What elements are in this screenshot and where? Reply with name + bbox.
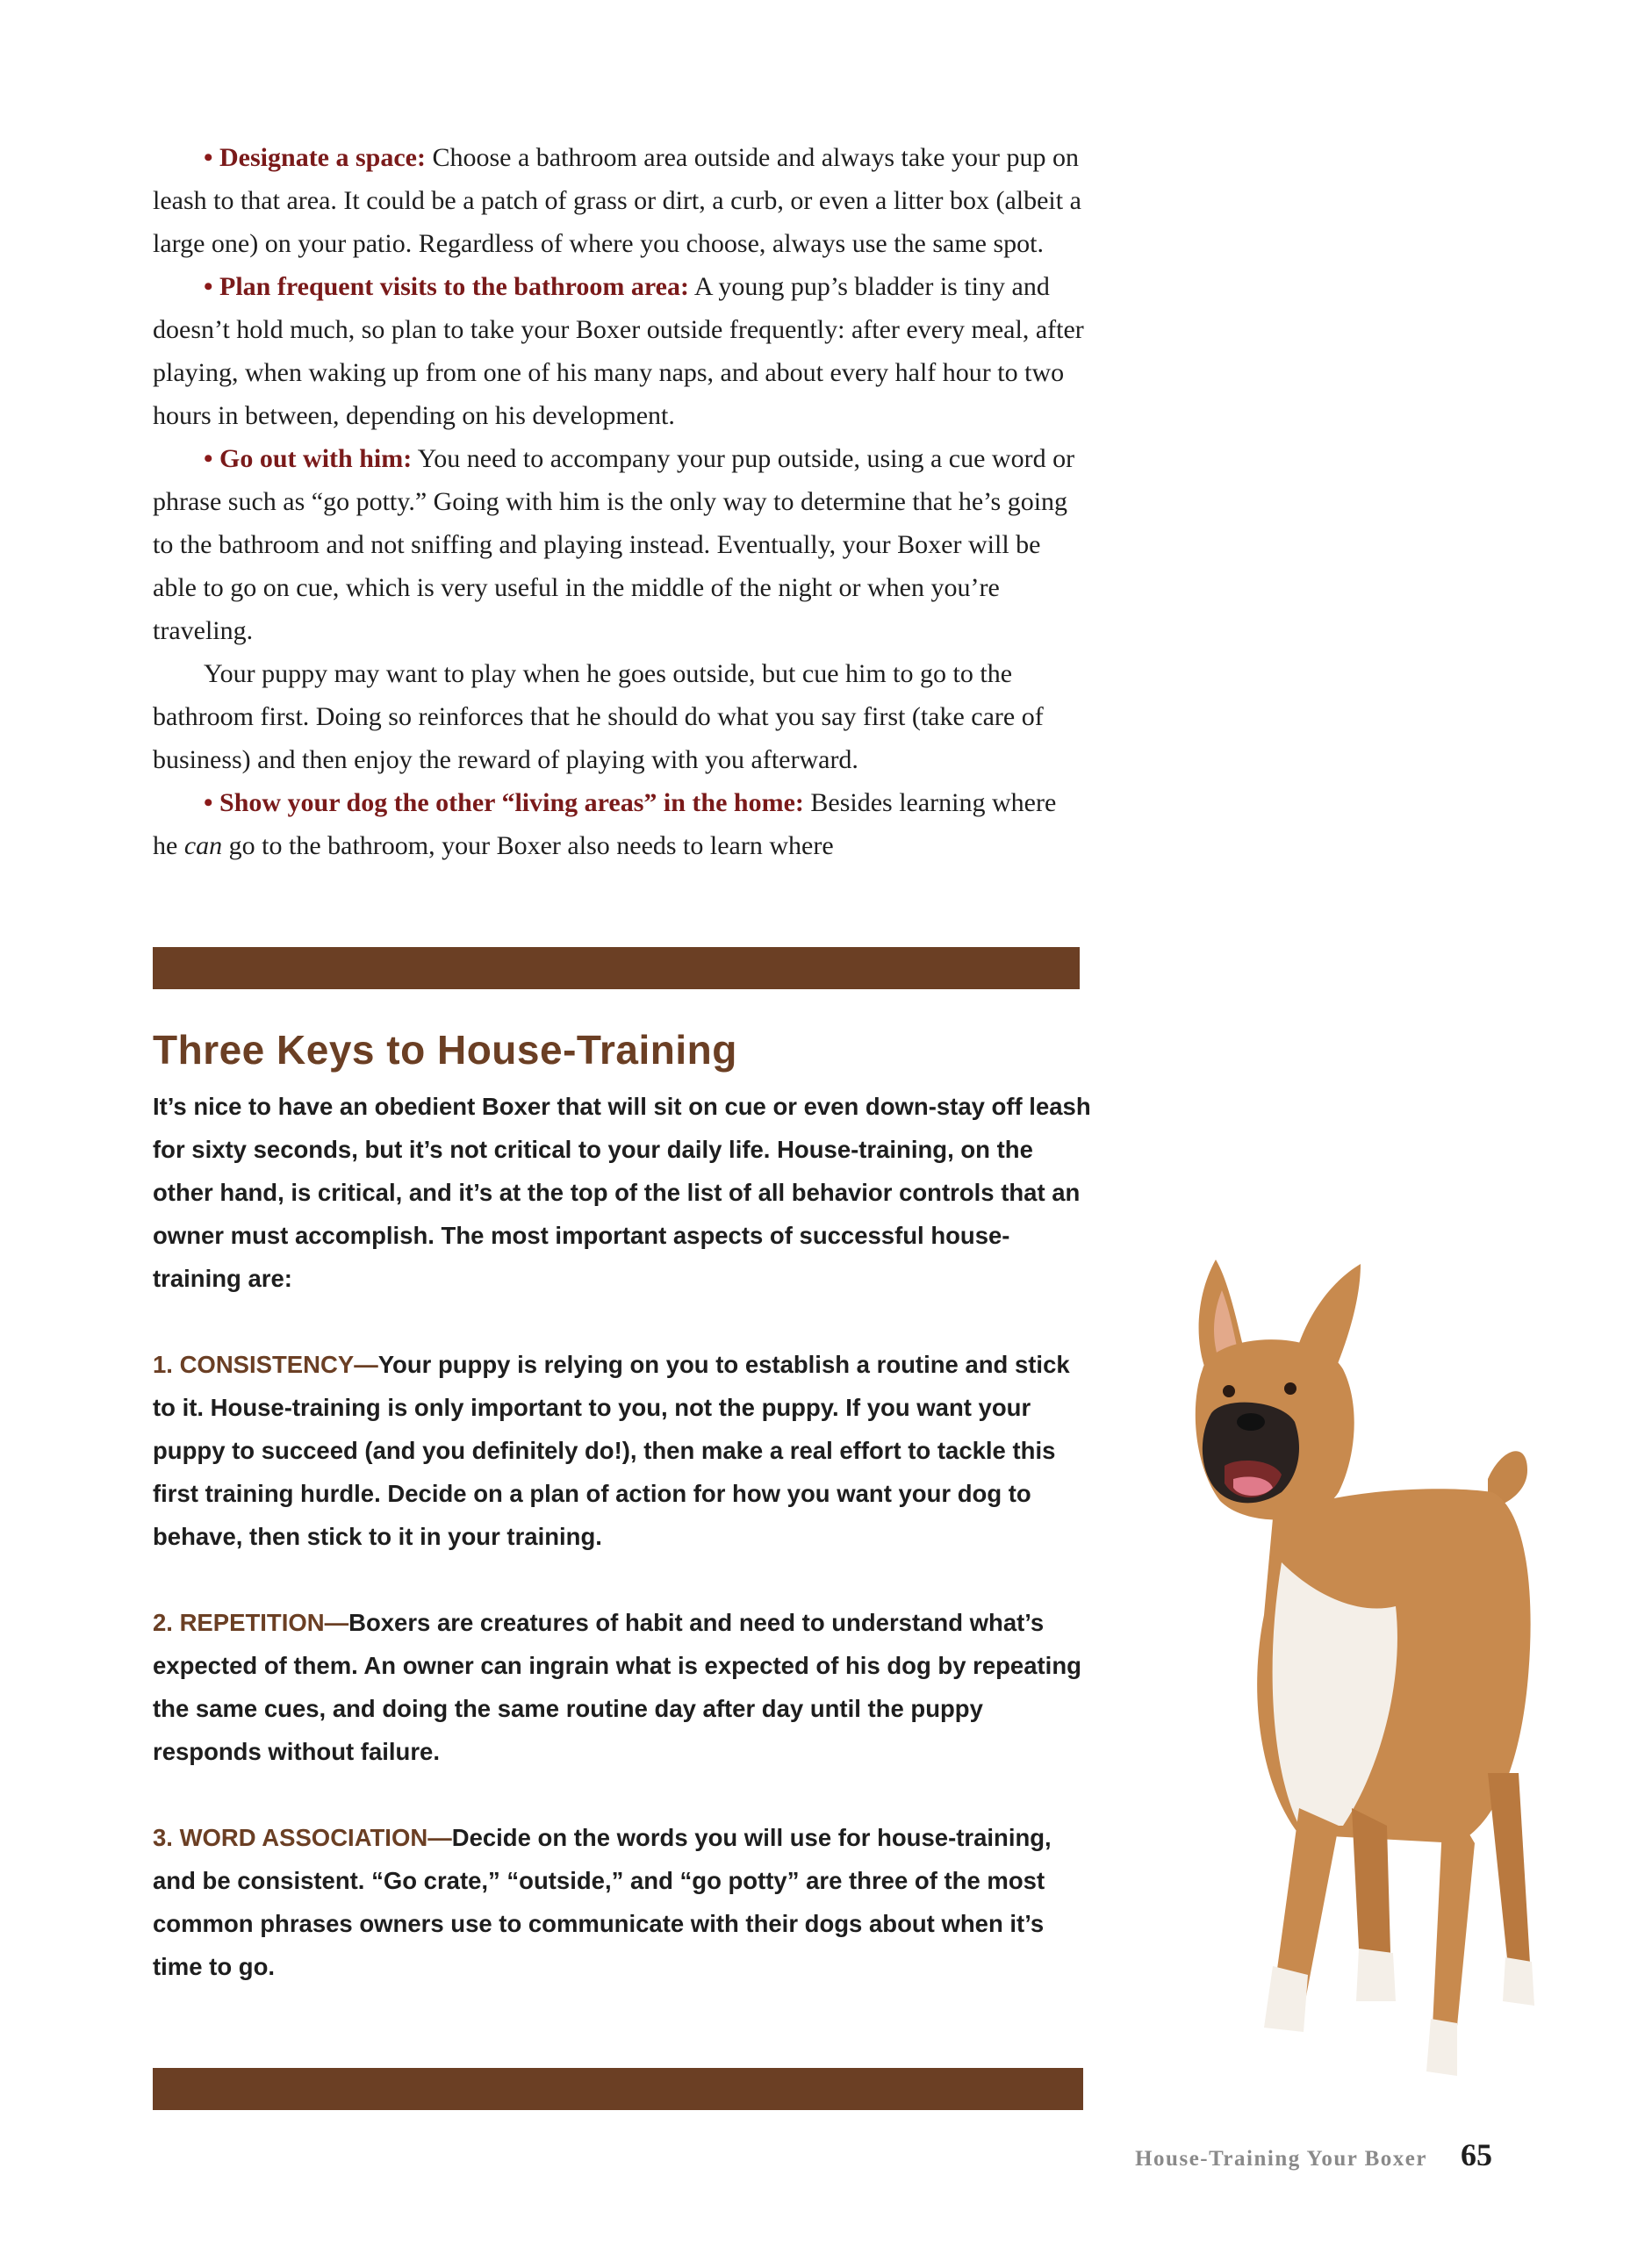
sidebar-key-consistency bbox=[153, 1343, 1092, 1558]
sidebar-top-bar bbox=[153, 947, 1080, 989]
sidebar-title: Three Keys to House-Training bbox=[153, 1027, 737, 1073]
sidebar-intro: It’s nice to have an obedient Boxer that will sit on cue or even down-stay off leash for sixty seconds, but it’s not critical to your daily life. House-training, on the other hand, is critical, and it’s at the top of the list of all behavior controls that an owner must accomplish. The most important aspects of successful house-training are: bbox=[153, 1093, 1091, 1292]
body-text bbox=[153, 136, 1085, 867]
paragraph-text: A young pup’s bladder is tiny and doesn’t hold much, so plan to take your Boxer outside frequently: after every meal, after playing, when waking up from one of his many naps, and about every half hour to two hours in between, depending on his development. bbox=[153, 272, 1084, 430]
paragraph-go-out bbox=[153, 437, 1085, 652]
paragraph-text: Choose a bathroom area outside and always take your pup on leash to that area. It could be a patch of grass or dirt, a curb, or even a litter box (albeit a large one) on your patio. Regardless of where you choose, always use the same spot. bbox=[153, 143, 1081, 258]
paragraph-living-areas bbox=[153, 781, 1085, 867]
footer-section-title: House-Training Your Boxer bbox=[1135, 2147, 1427, 2171]
bullet-icon: • bbox=[204, 788, 213, 817]
lead-plan: Plan frequent visits to the bathroom area: bbox=[219, 272, 689, 301]
key-text: Your puppy is relying on you to establish a routine and stick to it. House-training is only important to you, not the puppy. If you want your puppy to succeed (and you definitely do!), then make a real effort to tackle this first training hurdle. Decide on a plan of action for how you want your dog to behave, then stick to it in your training. bbox=[153, 1351, 1070, 1550]
boxer-dog-photo bbox=[1141, 1229, 1562, 2089]
sidebar-key-word-association bbox=[153, 1816, 1092, 1988]
paragraph-text: Your puppy may want to play when he goes outside, but cue him to go to the bathroom first. Doing so reinforces that he should do what you say first (take care of business) and then enjoy the reward of playing with you afterward. bbox=[153, 659, 1044, 774]
page-footer bbox=[1135, 2136, 1492, 2173]
key-text: Boxers are creatures of habit and need to understand what’s expected of them. An owner can ingrain what is expected of his dog by repeating the same cues, and doing the same routine day after day until the puppy responds without failure. bbox=[153, 1609, 1081, 1765]
sidebar-box bbox=[153, 1025, 1092, 1988]
lead-designate: Designate a space: bbox=[219, 143, 426, 172]
key-text: Decide on the words you will use for house-training, and be consistent. “Go crate,” “outside,” and “go potty” are three of the most common phrases owners use to communicate with their dogs about when it’s time to go. bbox=[153, 1824, 1052, 1980]
bullet-icon: • bbox=[204, 444, 213, 473]
paragraph-designate bbox=[153, 136, 1085, 265]
sidebar-key-repetition bbox=[153, 1601, 1092, 1773]
bullet-icon: • bbox=[204, 143, 213, 172]
paragraph-text: Besides learning where he bbox=[153, 788, 1057, 860]
page-number: 65 bbox=[1461, 2137, 1492, 2172]
paragraph-text: You need to accompany your pup outside, using a cue word or phrase such as “go potty.” Going with him is the only way to determine that he’s going to the bathroom and not sniffing and playing instead. Eventually, your Boxer will be able to go on cue, which is very useful in the middle of the night or when you’re traveling. bbox=[153, 444, 1075, 645]
paragraph-plan bbox=[153, 265, 1085, 437]
sidebar-bottom-bar bbox=[153, 2068, 1083, 2110]
key-label: 2. REPETITION— bbox=[153, 1609, 349, 1636]
paragraph-play bbox=[153, 652, 1085, 781]
paragraph-text: go to the bathroom, your Boxer also needs to learn where bbox=[222, 831, 834, 860]
lead-living-areas: Show your dog the other “living areas” in the home: bbox=[219, 788, 804, 817]
emphasis-can: can bbox=[183, 831, 223, 860]
bullet-icon: • bbox=[204, 272, 213, 301]
key-label: 3. WORD ASSOCIATION— bbox=[153, 1824, 452, 1851]
lead-go-out: Go out with him: bbox=[219, 444, 413, 473]
key-label: 1. CONSISTENCY— bbox=[153, 1351, 378, 1378]
